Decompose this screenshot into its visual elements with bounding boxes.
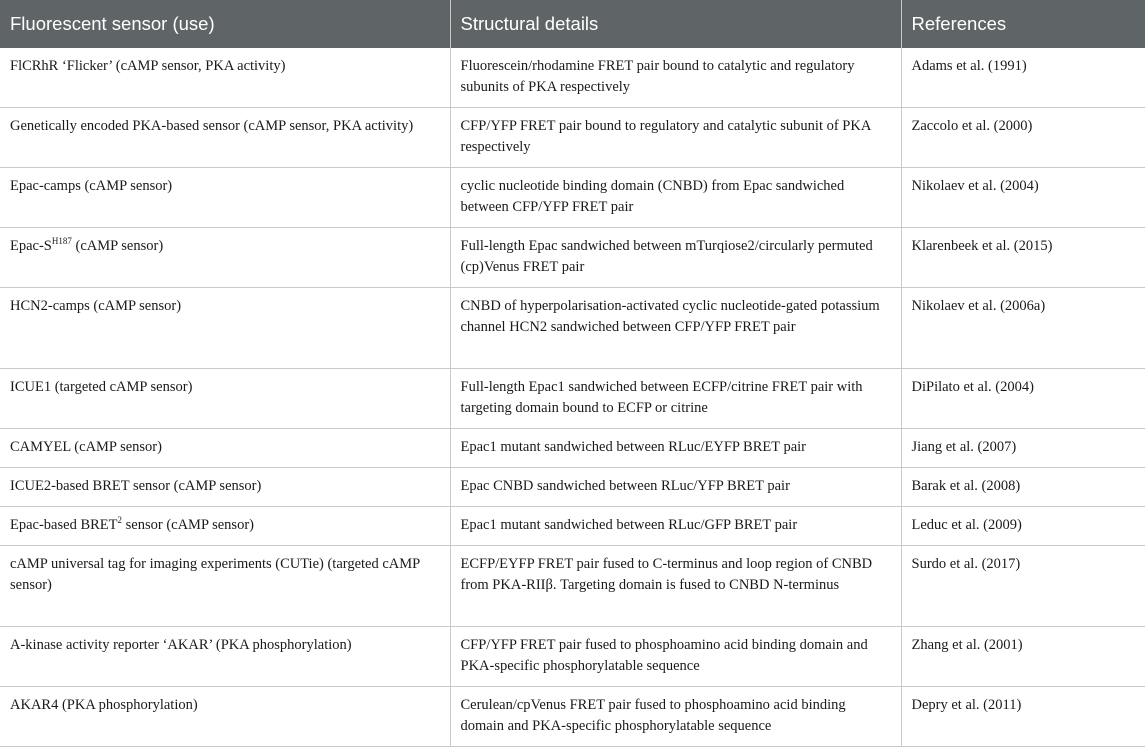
table-row xyxy=(0,168,1145,228)
table-row xyxy=(0,507,1145,546)
cell-details: Full-length Epac1 sandwiched between ECFP/citrine FRET pair with targeting domain bound to ECFP or citrine xyxy=(450,369,901,429)
cell-reference: Barak et al. (2008) xyxy=(901,468,1145,507)
table-row xyxy=(0,627,1145,687)
cell-details: cyclic nucleotide binding domain (CNBD) from Epac sandwiched between CFP/YFP FRET pair xyxy=(450,168,901,228)
cell-sensor: Genetically encoded PKA-based sensor (cAMP sensor, PKA activity) xyxy=(0,108,450,168)
cell-sensor: cAMP universal tag for imaging experiments (CUTie) (targeted cAMP sensor) xyxy=(0,546,450,627)
table-row xyxy=(0,429,1145,468)
cell-reference: Leduc et al. (2009) xyxy=(901,507,1145,546)
sensor-suffix: sensor (cAMP sensor) xyxy=(122,517,254,533)
cell-details: Epac CNBD sandwiched between RLuc/YFP BRET pair xyxy=(450,468,901,507)
cell-sensor: FlCRhR ‘Flicker’ (cAMP sensor, PKA activity) xyxy=(0,48,450,108)
sensor-suffix: (cAMP sensor) xyxy=(71,238,164,254)
cell-details: CFP/YFP FRET pair fused to phosphoamino acid binding domain and PKA-specific phosphorylatable sequence xyxy=(450,627,901,687)
cell-sensor: AKAR4 (PKA phosphorylation) xyxy=(0,687,450,747)
cell-sensor xyxy=(0,228,450,288)
header-sensor: Fluorescent sensor (use) xyxy=(0,0,450,48)
cell-sensor: CAMYEL (cAMP sensor) xyxy=(0,429,450,468)
sensor-name: Epac-S xyxy=(10,238,52,254)
cell-details: Epac1 mutant sandwiched between RLuc/GFP BRET pair xyxy=(450,507,901,546)
table-row xyxy=(0,468,1145,507)
superscript: H187 xyxy=(51,236,72,247)
cell-reference: Nikolaev et al. (2004) xyxy=(901,168,1145,228)
table-row xyxy=(0,288,1145,369)
cell-reference: Depry et al. (2011) xyxy=(901,687,1145,747)
cell-reference: Zaccolo et al. (2000) xyxy=(901,108,1145,168)
table-row xyxy=(0,369,1145,429)
cell-sensor: A-kinase activity reporter ‘AKAR’ (PKA phosphorylation) xyxy=(0,627,450,687)
table-row xyxy=(0,108,1145,168)
cell-reference: Adams et al. (1991) xyxy=(901,48,1145,108)
cell-reference: Jiang et al. (2007) xyxy=(901,429,1145,468)
header-references: References xyxy=(901,0,1145,48)
cell-details: Fluorescein/rhodamine FRET pair bound to catalytic and regulatory subunits of PKA respectively xyxy=(450,48,901,108)
table-header xyxy=(0,0,1145,48)
cell-reference: Zhang et al. (2001) xyxy=(901,627,1145,687)
cell-sensor: HCN2-camps (cAMP sensor) xyxy=(0,288,450,369)
table-row xyxy=(0,228,1145,288)
cell-details: ECFP/EYFP FRET pair fused to C-terminus and loop region of CNBD from PKA-RIIβ. Targeting domain is fused to CNBD N-terminus xyxy=(450,546,901,627)
table-row xyxy=(0,48,1145,108)
table-row xyxy=(0,546,1145,627)
header-details: Structural details xyxy=(450,0,901,48)
cell-sensor: Epac-camps (cAMP sensor) xyxy=(0,168,450,228)
table-row xyxy=(0,687,1145,747)
superscript: 2 xyxy=(117,515,123,526)
cell-sensor: ICUE1 (targeted cAMP sensor) xyxy=(0,369,450,429)
cell-sensor: ICUE2-based BRET sensor (cAMP sensor) xyxy=(0,468,450,507)
cell-details: Full-length Epac sandwiched between mTurqiose2/circularly permuted (cp)Venus FRET pair xyxy=(450,228,901,288)
cell-details: Cerulean/cpVenus FRET pair fused to phosphoamino acid binding domain and PKA-specific phosphorylatable sequence xyxy=(450,687,901,747)
table-body xyxy=(0,48,1145,747)
sensor-name: Epac-based BRET xyxy=(10,517,118,533)
header-row xyxy=(0,0,1145,48)
cell-reference: DiPilato et al. (2004) xyxy=(901,369,1145,429)
cell-sensor xyxy=(0,507,450,546)
cell-reference: Nikolaev et al. (2006a) xyxy=(901,288,1145,369)
cell-details: CNBD of hyperpolarisation-activated cyclic nucleotide-gated potassium channel HCN2 sandwiched between CFP/YFP FRET pair xyxy=(450,288,901,369)
cell-details: CFP/YFP FRET pair bound to regulatory and catalytic subunit of PKA respectively xyxy=(450,108,901,168)
cell-reference: Surdo et al. (2017) xyxy=(901,546,1145,627)
cell-reference: Klarenbeek et al. (2015) xyxy=(901,228,1145,288)
cell-details: Epac1 mutant sandwiched between RLuc/EYFP BRET pair xyxy=(450,429,901,468)
